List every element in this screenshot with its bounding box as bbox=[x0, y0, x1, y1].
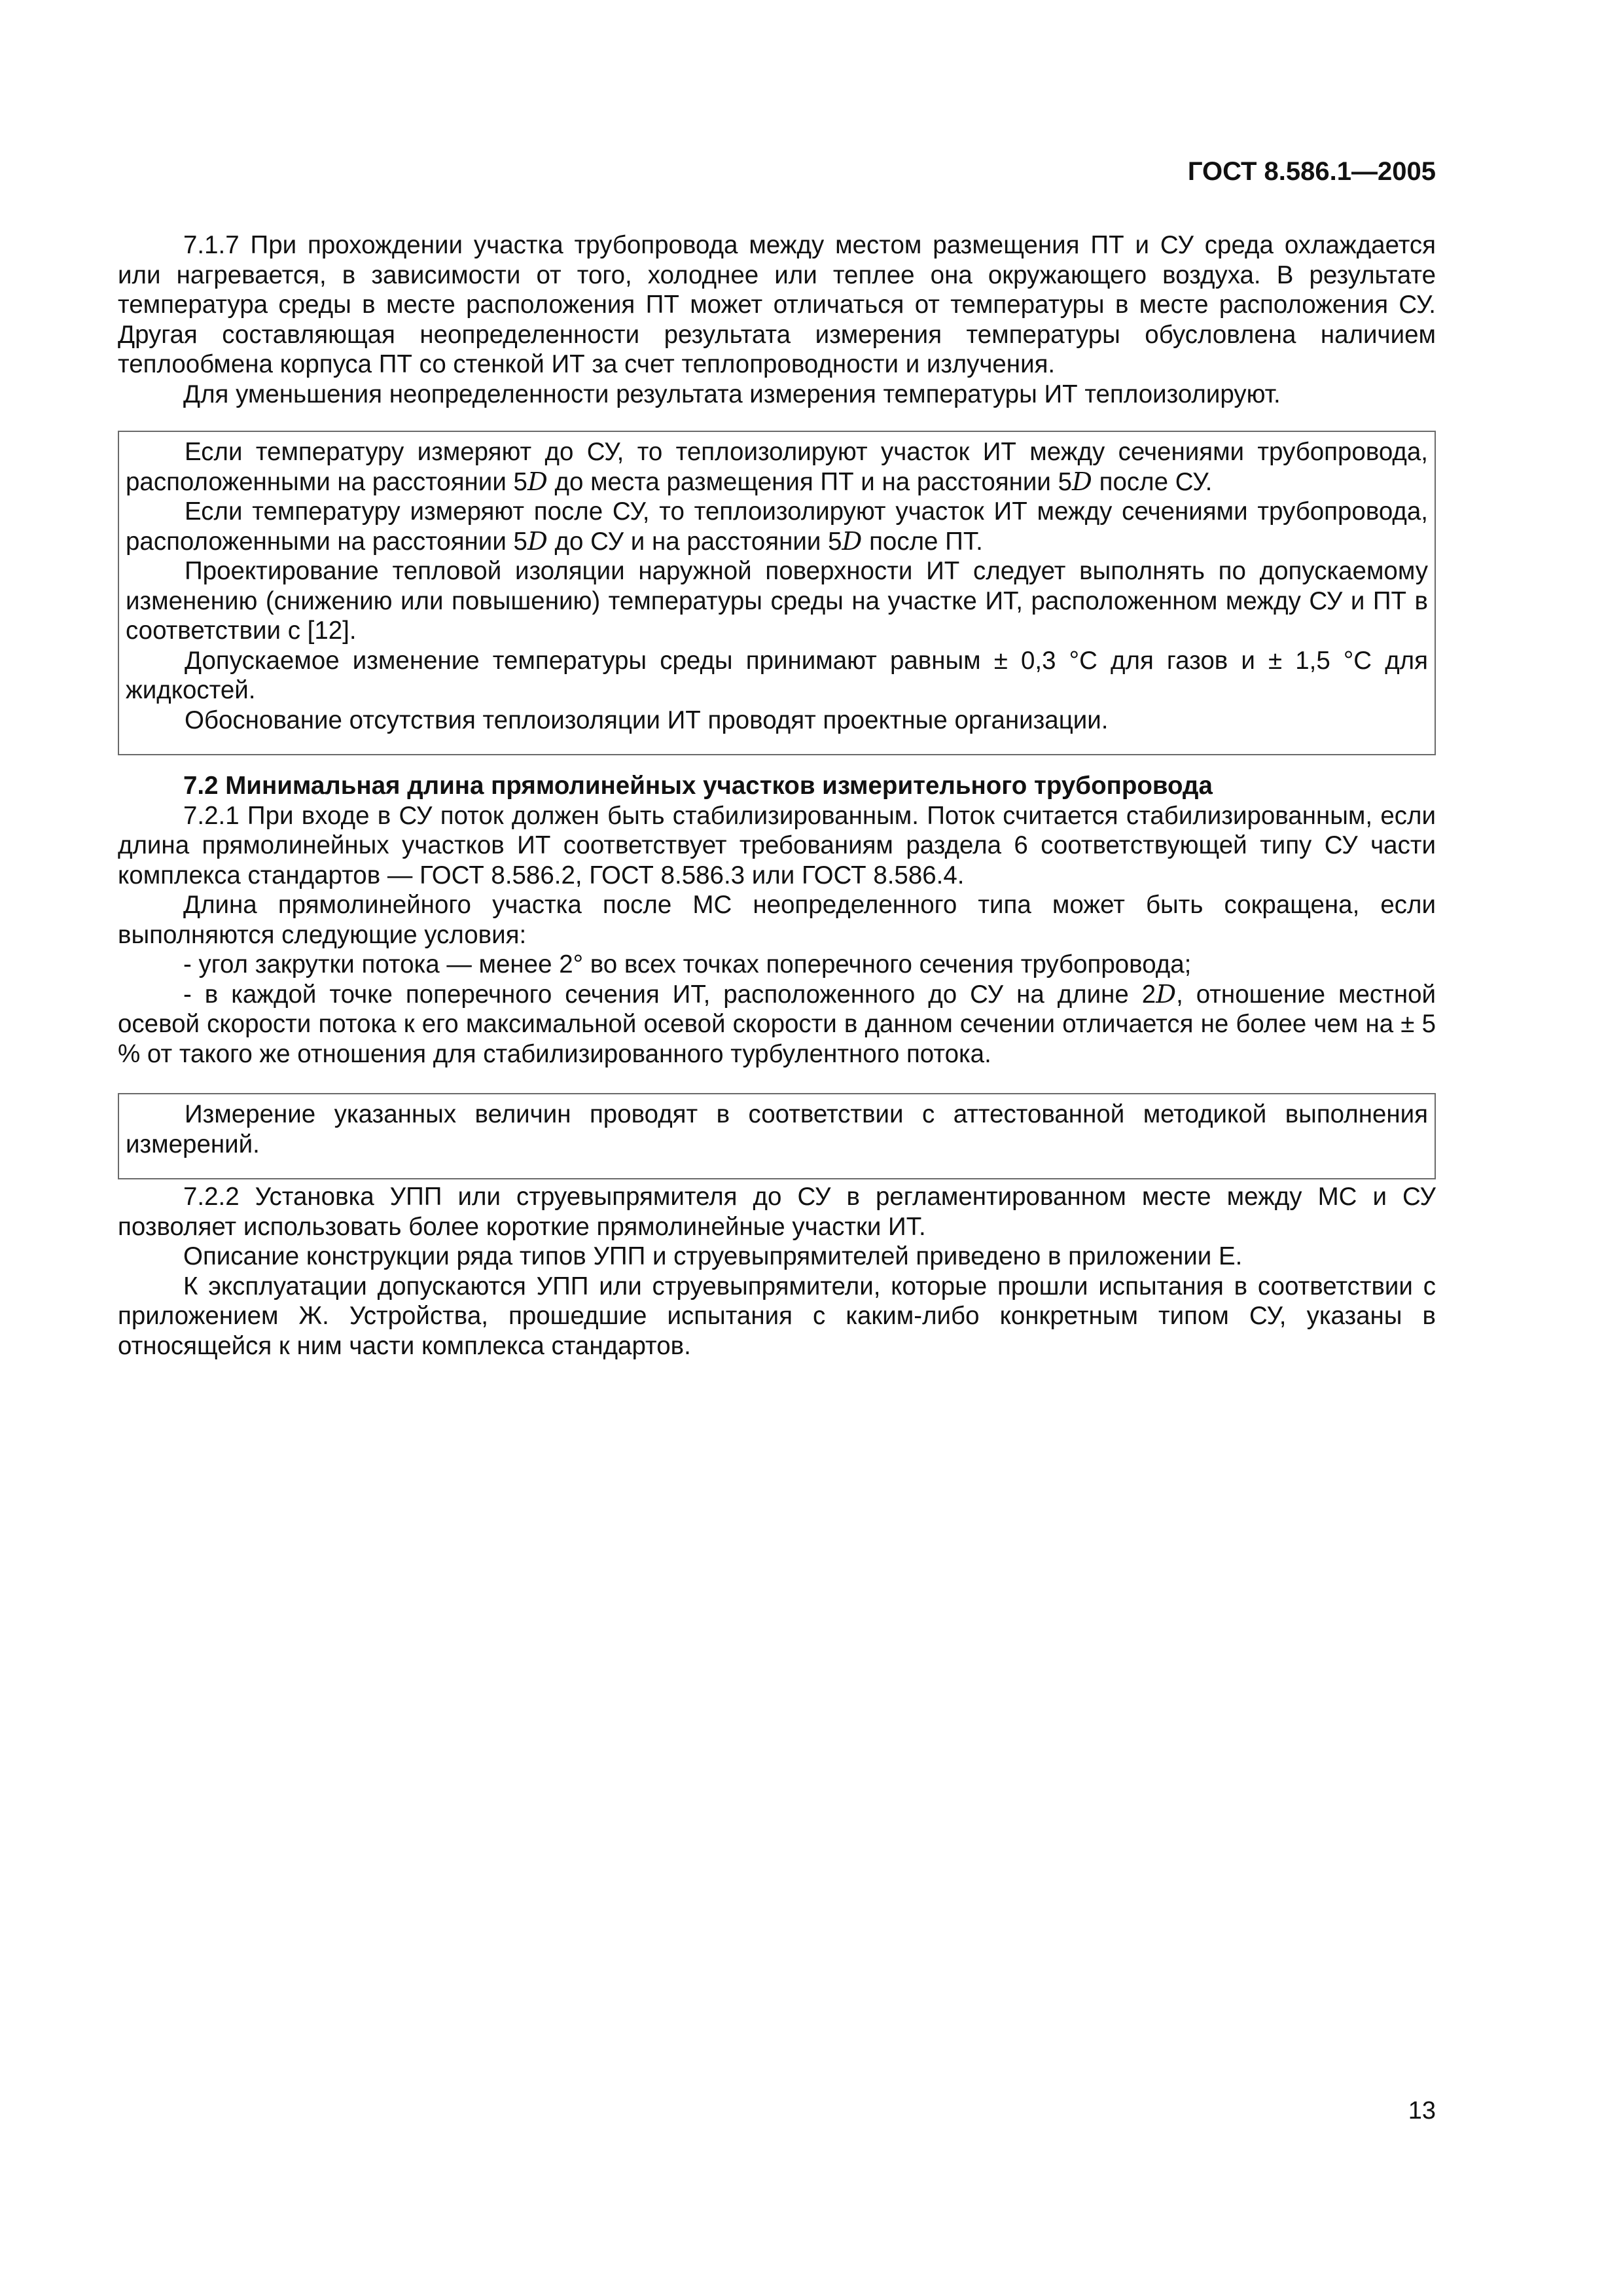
note-paragraph-justification: Обоснование отсутствия теплоизоляции ИТ проводят проектные организации. bbox=[185, 706, 1109, 734]
paragraph-insulation-summary: Для уменьшения неопределенности результата измерения температуры ИТ теплоизолируют. bbox=[183, 380, 1281, 408]
text-run: после ПТ. bbox=[862, 527, 983, 556]
text-run: до места размещения ПТ и на расстоянии 5 bbox=[547, 467, 1073, 496]
paragraph-annex-zh: К эксплуатации допускаются УПП или струевыпрямители, которые прошли испытания в соответствии с приложением Ж. Устройства, прошедшие испытания с каким-либо конкретным типом СУ, указаны в относящейся к ним части комплекса стандартов. bbox=[118, 1272, 1436, 1360]
list-item-swirl-angle: - угол закрутки потока — менее 2° во всех точках поперечного сечения трубопровода; bbox=[183, 950, 1192, 978]
insulation-note-box bbox=[118, 431, 1436, 755]
diameter-symbol: D bbox=[527, 526, 548, 556]
page-number: 13 bbox=[1408, 2097, 1436, 2125]
diameter-symbol: D bbox=[1156, 979, 1177, 1009]
note-paragraph-before-su bbox=[126, 437, 1428, 497]
section-7-2 bbox=[118, 771, 1436, 1069]
section-7-1-7 bbox=[118, 230, 1436, 409]
diameter-symbol: D bbox=[1072, 467, 1092, 497]
text-run: Если температуру измеряют после СУ, то теплоизолируют участок ИТ между сечениями трубопровода, расположенными на расстоянии 5 bbox=[126, 497, 1428, 556]
note-paragraph-tolerance: Допускаемое изменение температуры среды принимают равным ± 0,3 °С для газов и ± 1,5 °С для жидкостей. bbox=[126, 646, 1428, 704]
text-run: , отношение местной осевой скорости потока к его максимальной осевой скорости в данном сечении отличается не более чем на ± 5 % от такого же отношения для стабилизированного турбулентного потока. bbox=[118, 980, 1436, 1068]
paragraph-7-2-2: 7.2.2 Установка УПП или струевыпрямителя до СУ в регламентированном месте между МС и СУ позволяет использовать более короткие прямолинейные участки ИТ. bbox=[118, 1183, 1436, 1241]
paragraph-annex-e: Описание конструкции ряда типов УПП и струевыпрямителей приведено в приложении Е. bbox=[183, 1242, 1243, 1270]
measurement-note-box bbox=[118, 1093, 1436, 1179]
paragraph-conditions-intro: Длина прямолинейного участка после МС неопределенного типа может быть сокращена, если выполняются следующие условия: bbox=[118, 891, 1436, 949]
text-run: до СУ и на расстоянии 5 bbox=[547, 527, 842, 556]
paragraph-7-1-7: 7.1.7 При прохождении участка трубопровода между местом размещения ПТ и СУ среда охлаждается или нагревается, в зависимости от того, холоднее или теплее она окружающего воздуха. В результате температура среды в месте расположения ПТ может отличаться от температуры в месте расположения СУ. Другая составляющая неопределенности результата измерения температуры обусловлена наличием теплообмена корпуса ПТ со стенкой ИТ за счет теплопроводности и излучения. bbox=[118, 231, 1436, 378]
section-heading-7-2: 7.2 Минимальная длина прямолинейных участков измерительного трубопровода bbox=[183, 772, 1213, 800]
diameter-symbol: D bbox=[527, 467, 548, 497]
note-paragraph-measurement: Измерение указанных величин проводят в соответствии с аттестованной методикой выполнения измерений. bbox=[126, 1100, 1428, 1158]
note-paragraph-after-su bbox=[126, 497, 1428, 556]
diameter-symbol: D bbox=[842, 526, 863, 556]
document-code-header: ГОСТ 8.586.1—2005 bbox=[1187, 157, 1436, 186]
text-run: Если температуру измеряют до СУ, то теплоизолируют участок ИТ между сечениями трубопровода, расположенными на расстоянии 5 bbox=[126, 438, 1428, 496]
note-paragraph-design: Проектирование тепловой изоляции наружной поверхности ИТ следует выполнять по допускаемому изменению (снижению или повышению) температуры среды на участке ИТ, расположенном между СУ и ПТ в соответствии с [12]. bbox=[126, 557, 1428, 645]
section-7-2-2 bbox=[118, 1182, 1436, 1361]
paragraph-7-2-1: 7.2.1 При входе в СУ поток должен быть стабилизированным. Поток считается стабилизированным, если длина прямолинейных участков ИТ соответствует требованиям раздела 6 соответствующей типу СУ части комплекса стандартов — ГОСТ 8.586.2, ГОСТ 8.586.3 или ГОСТ 8.586.4. bbox=[118, 801, 1436, 889]
text-run: - в каждой точке поперечного сечения ИТ, расположенного до СУ на длине 2 bbox=[183, 980, 1156, 1009]
text-run: после СУ. bbox=[1092, 467, 1213, 496]
list-item-velocity-ratio bbox=[118, 980, 1436, 1069]
